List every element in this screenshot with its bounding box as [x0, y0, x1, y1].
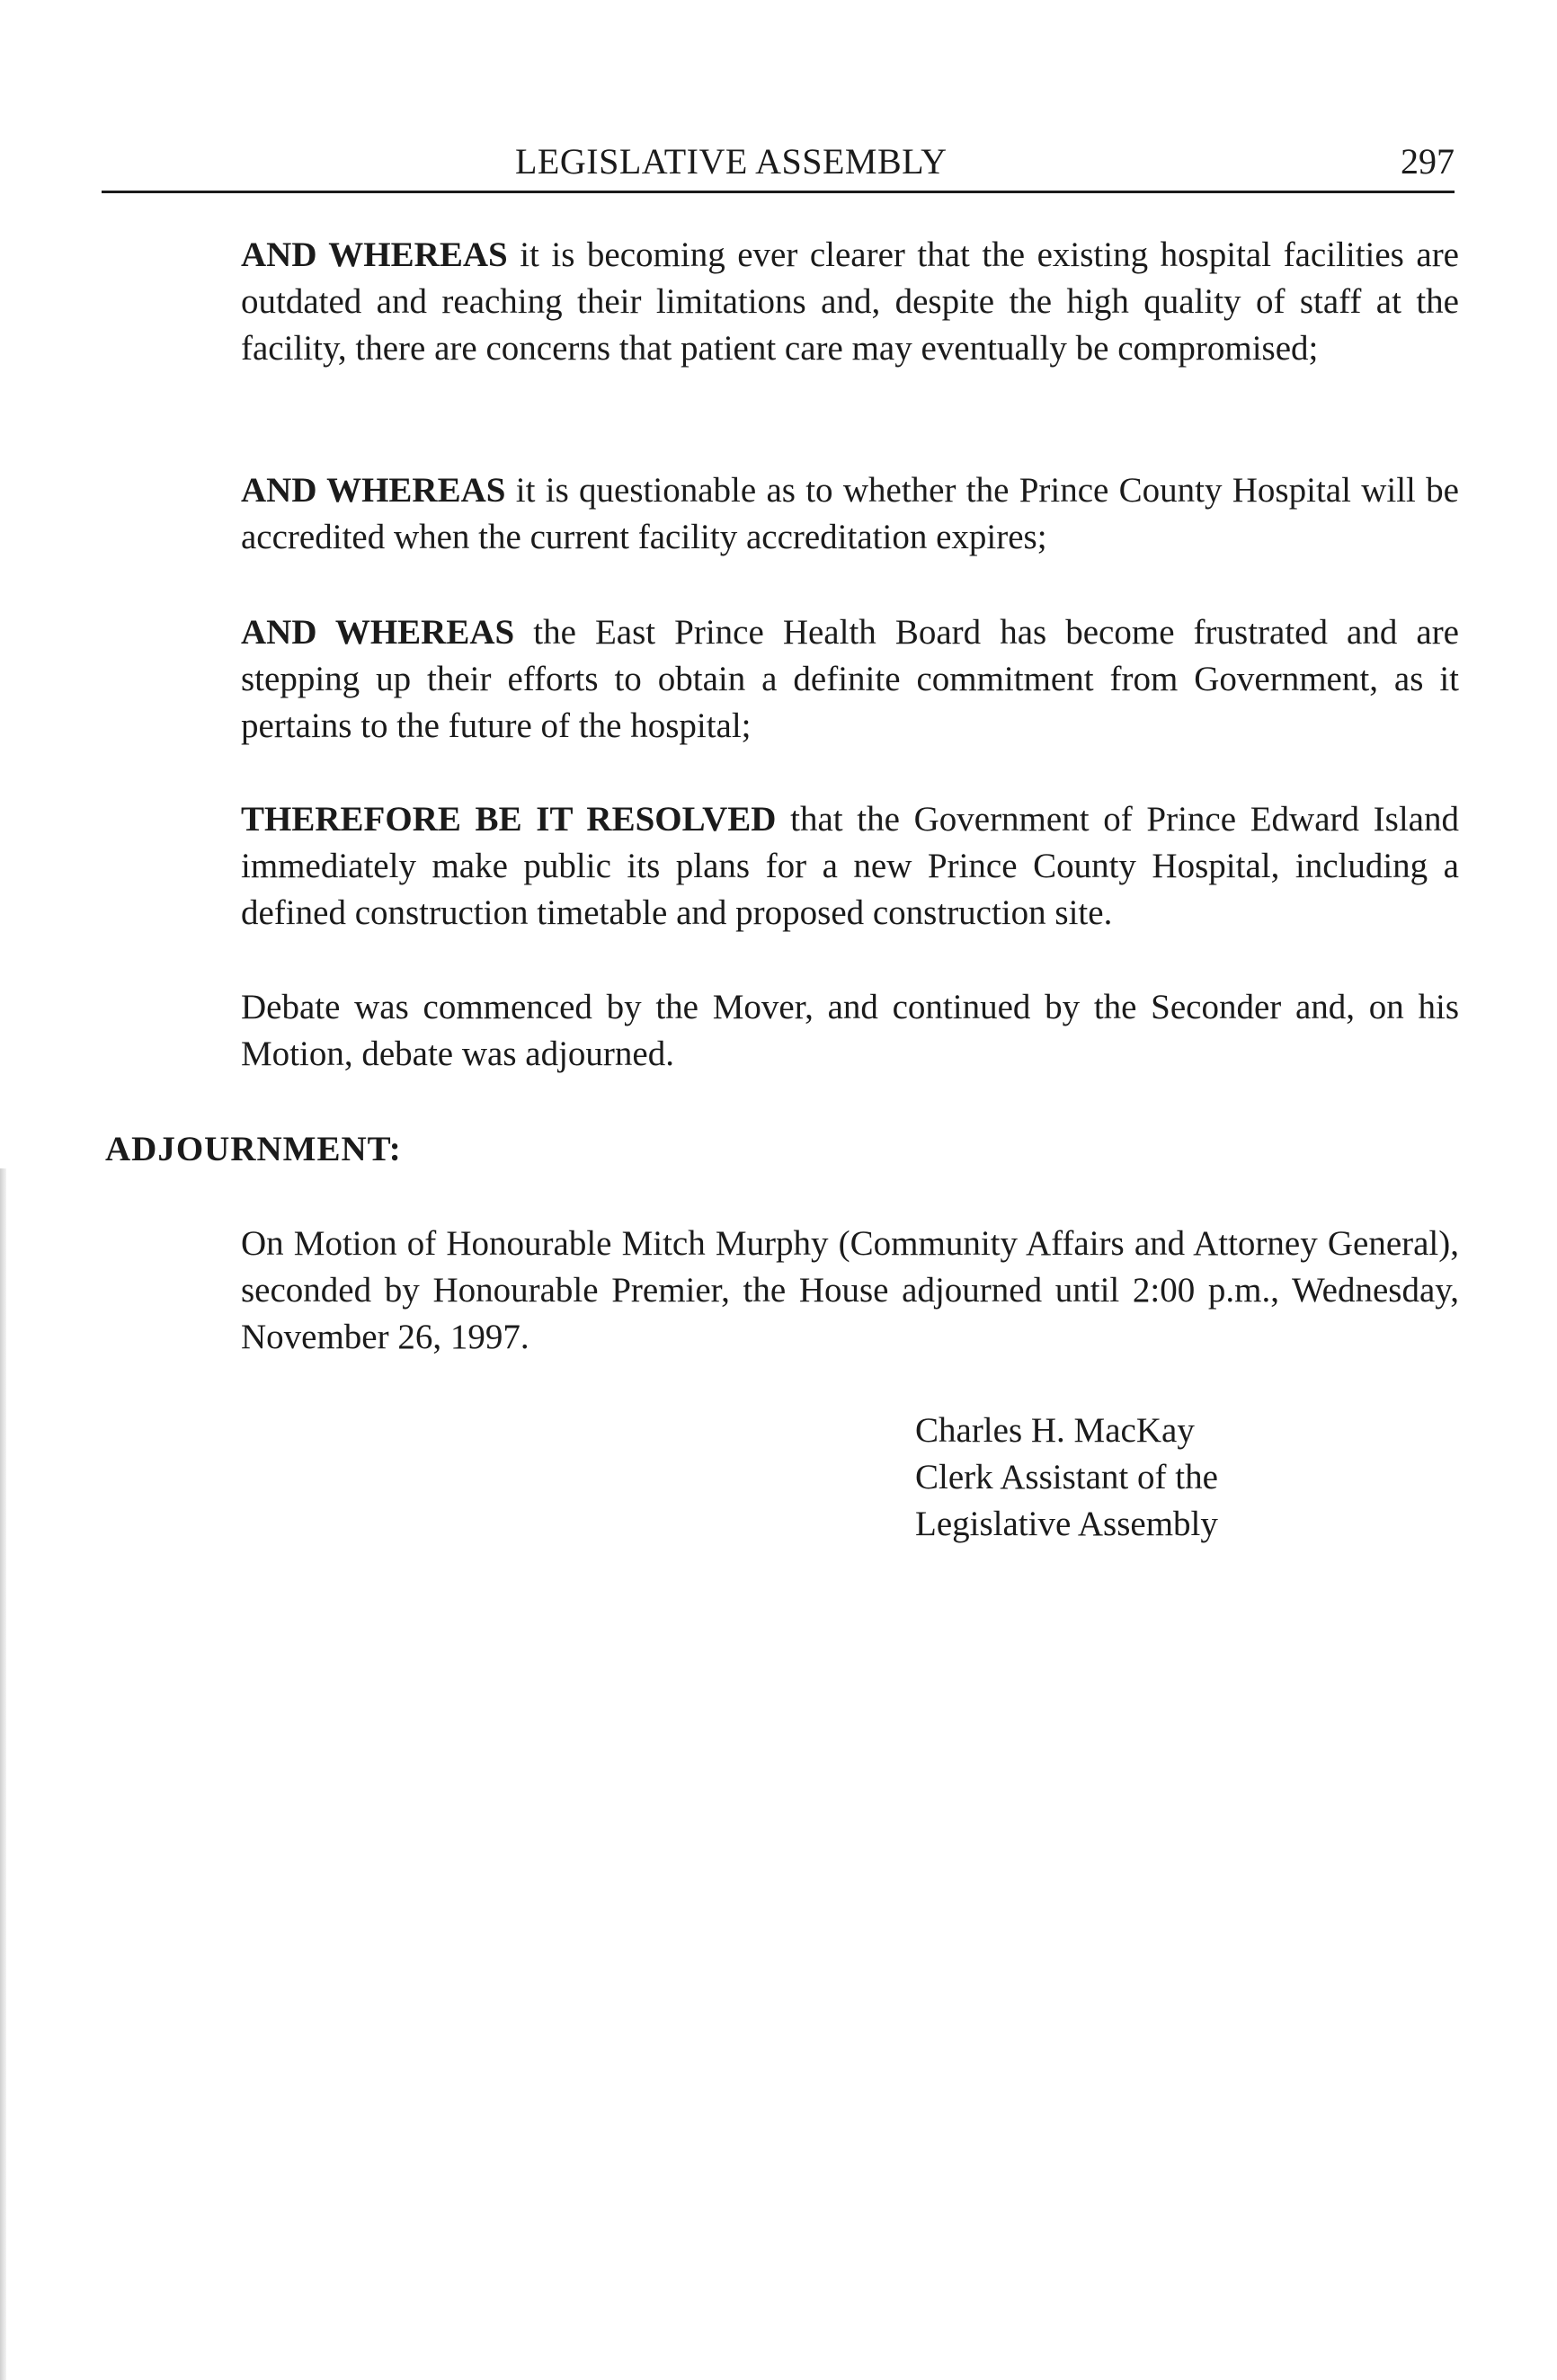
paragraph-text: Debate was commenced by the Mover, and continued by the Seconder and, on his Motion, debate was adjourned. [241, 988, 1459, 1073]
paragraph-text: that the Government of Prince Edward Island immediately make public its plans for a new Prince County Hospital, including a defined construction timetable and proposed construction site. [241, 800, 1459, 932]
signatory-title-line-1: Clerk Assistant of the [915, 1458, 1218, 1496]
whereas-paragraph-health-board [241, 609, 1459, 750]
whereas-paragraph-hospital-facilities [241, 232, 1459, 372]
whereas-paragraph-accreditation [241, 467, 1459, 561]
scan-binding-shadow [0, 1168, 6, 2380]
paragraph-text: it is questionable as to whether the Prince County Hospital will be accredited when the current facility accreditation expires; [241, 471, 1459, 556]
signatory-name: Charles H. MacKay [915, 1411, 1195, 1450]
adjournment-paragraph [241, 1221, 1459, 1361]
paragraph-text: On Motion of Honourable Mitch Murphy (Community Affairs and Attorney General), seconded by Honourable Premier, the House adjourned until 2:00 p.m., Wednesday, November 26, 1997. [241, 1224, 1459, 1356]
paragraph-text: it is becoming ever clearer that the existing hospital facilities are outdated and reaching their limitations and, despite the high quality of staff at the facility, there are concerns that patient care may eventually be compromised; [241, 235, 1459, 368]
paragraph-lead: AND WHEREAS [241, 471, 506, 510]
paragraph-lead: THEREFORE BE IT RESOLVED [241, 800, 777, 839]
running-header [102, 135, 1455, 193]
page-number: 297 [1401, 141, 1455, 182]
signatory-title-line-2: Legislative Assembly [915, 1505, 1218, 1543]
running-title: LEGISLATIVE ASSEMBLY [515, 141, 948, 182]
debate-paragraph [241, 984, 1459, 1078]
resolution-paragraph [241, 796, 1459, 937]
signature-block [915, 1408, 1218, 1548]
adjournment-heading: ADJOURNMENT: [105, 1130, 402, 1168]
paragraph-text: the East Prince Health Board has become frustrated and are stepping up their efforts to obtain a definite commitment from Government, as it pertains to the future of the hospital; [241, 613, 1459, 745]
paragraph-lead: AND WHEREAS [241, 235, 508, 274]
paragraph-lead: AND WHEREAS [241, 613, 515, 652]
